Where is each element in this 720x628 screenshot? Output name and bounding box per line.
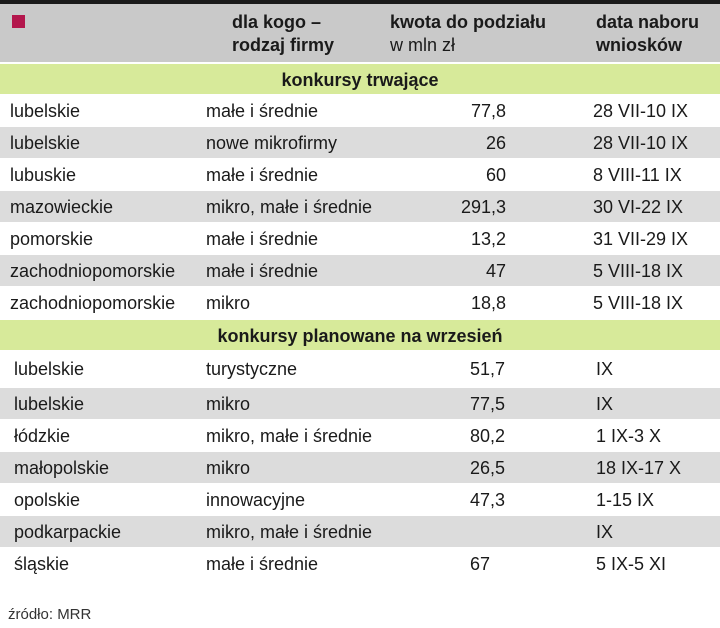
region-cell: opolskie xyxy=(14,490,81,510)
section-title: konkursy planowane na wrzesień xyxy=(0,319,720,351)
date-cell: 28 VII-10 IX xyxy=(593,133,689,153)
amount-cell: 80,2 xyxy=(470,426,506,446)
table-row xyxy=(0,223,720,255)
date-cell: 18 IX-17 X xyxy=(596,458,682,478)
table-row xyxy=(0,388,720,420)
table-row xyxy=(0,159,720,191)
region-cell: lubelskie xyxy=(14,394,85,414)
date-cell: 5 VIII-18 IX xyxy=(593,293,684,313)
header-date-line1: data naboru xyxy=(596,12,700,32)
amount-cell: 291,3 xyxy=(460,197,506,217)
amount-cell: 51,7 xyxy=(470,359,506,379)
region-cell: zachodniopomorskie xyxy=(10,293,176,313)
region-cell: podkarpackie xyxy=(14,522,122,542)
region-cell: śląskie xyxy=(14,554,70,574)
amount-cell: 26,5 xyxy=(470,458,506,478)
table-row xyxy=(0,127,720,159)
firm-type-cell: turystyczne xyxy=(206,359,298,379)
region-cell: mazowieckie xyxy=(10,197,114,217)
firm-type-cell: nowe mikrofirmy xyxy=(206,133,338,153)
square-marker-icon xyxy=(12,15,25,28)
table-row xyxy=(0,255,720,287)
date-cell: 5 VIII-18 IX xyxy=(593,261,684,281)
region-cell: łódzkie xyxy=(14,426,71,446)
table-body xyxy=(0,63,720,580)
amount-cell: 60 xyxy=(485,165,506,185)
date-cell: IX xyxy=(596,522,614,542)
table-header xyxy=(0,4,720,63)
header-amount-column xyxy=(390,11,546,57)
amount-cell: 77,8 xyxy=(470,101,506,121)
date-cell: IX xyxy=(596,394,614,414)
date-cell: 1 IX-3 X xyxy=(596,426,662,446)
firm-type-cell: innowacyjne xyxy=(206,490,306,510)
section-title: konkursy trwające xyxy=(0,63,720,95)
source-note: źródło: MRR xyxy=(8,606,92,623)
firm-type-cell: mikro xyxy=(206,458,250,478)
firm-type-cell: mikro, małe i średnie xyxy=(206,522,373,542)
region-cell: lubelskie xyxy=(10,101,81,121)
table-row xyxy=(0,420,720,452)
table-row xyxy=(0,548,720,580)
table-row xyxy=(0,95,720,127)
header-date-line2: wniosków xyxy=(596,35,683,55)
header-target-column xyxy=(232,11,334,57)
date-cell: 8 VIII-11 IX xyxy=(593,165,682,185)
firm-type-cell: małe i średnie xyxy=(206,261,319,281)
date-cell: IX xyxy=(596,359,614,379)
firm-type-cell: małe i średnie xyxy=(206,101,319,121)
amount-cell: 26 xyxy=(485,133,506,153)
firm-type-cell: mikro xyxy=(206,293,250,313)
region-cell: lubuskie xyxy=(10,165,77,185)
firm-type-cell: małe i średnie xyxy=(206,554,319,574)
amount-cell: 47 xyxy=(485,261,506,281)
amount-cell: 67 xyxy=(470,554,491,574)
header-target-line1: dla kogo – xyxy=(232,12,322,32)
table-row xyxy=(0,452,720,484)
firm-type-cell: mikro, małe i średnie xyxy=(206,426,373,446)
header-target-line2: rodzaj firmy xyxy=(232,35,335,55)
amount-cell: 13,2 xyxy=(470,229,506,249)
amount-cell: 18,8 xyxy=(470,293,506,313)
header-amount-line2: w mln zł xyxy=(390,35,456,55)
region-cell: małopolskie xyxy=(14,458,110,478)
date-cell: 28 VII-10 IX xyxy=(593,101,689,121)
header-date-column xyxy=(596,11,699,57)
table-row xyxy=(0,351,720,388)
region-cell: lubelskie xyxy=(10,133,81,153)
header-amount-line1: kwota do podziału xyxy=(390,12,546,32)
table-row xyxy=(0,191,720,223)
date-cell: 1-15 IX xyxy=(596,490,655,510)
amount-cell: 47,3 xyxy=(470,490,506,510)
date-cell: 31 VII-29 IX xyxy=(593,229,689,249)
table-row xyxy=(0,484,720,516)
firm-type-cell: małe i średnie xyxy=(206,165,319,185)
firm-type-cell: mikro xyxy=(206,394,250,414)
date-cell: 5 IX-5 XI xyxy=(596,554,667,574)
region-cell: pomorskie xyxy=(10,229,94,249)
firm-type-cell: małe i średnie xyxy=(206,229,319,249)
amount-cell: 77,5 xyxy=(470,394,506,414)
table-row xyxy=(0,516,720,548)
region-cell: lubelskie xyxy=(14,359,85,379)
region-cell: zachodniopomorskie xyxy=(10,261,176,281)
table-row xyxy=(0,287,720,319)
firm-type-cell: mikro, małe i średnie xyxy=(206,197,373,217)
date-cell: 30 VI-22 IX xyxy=(593,197,684,217)
